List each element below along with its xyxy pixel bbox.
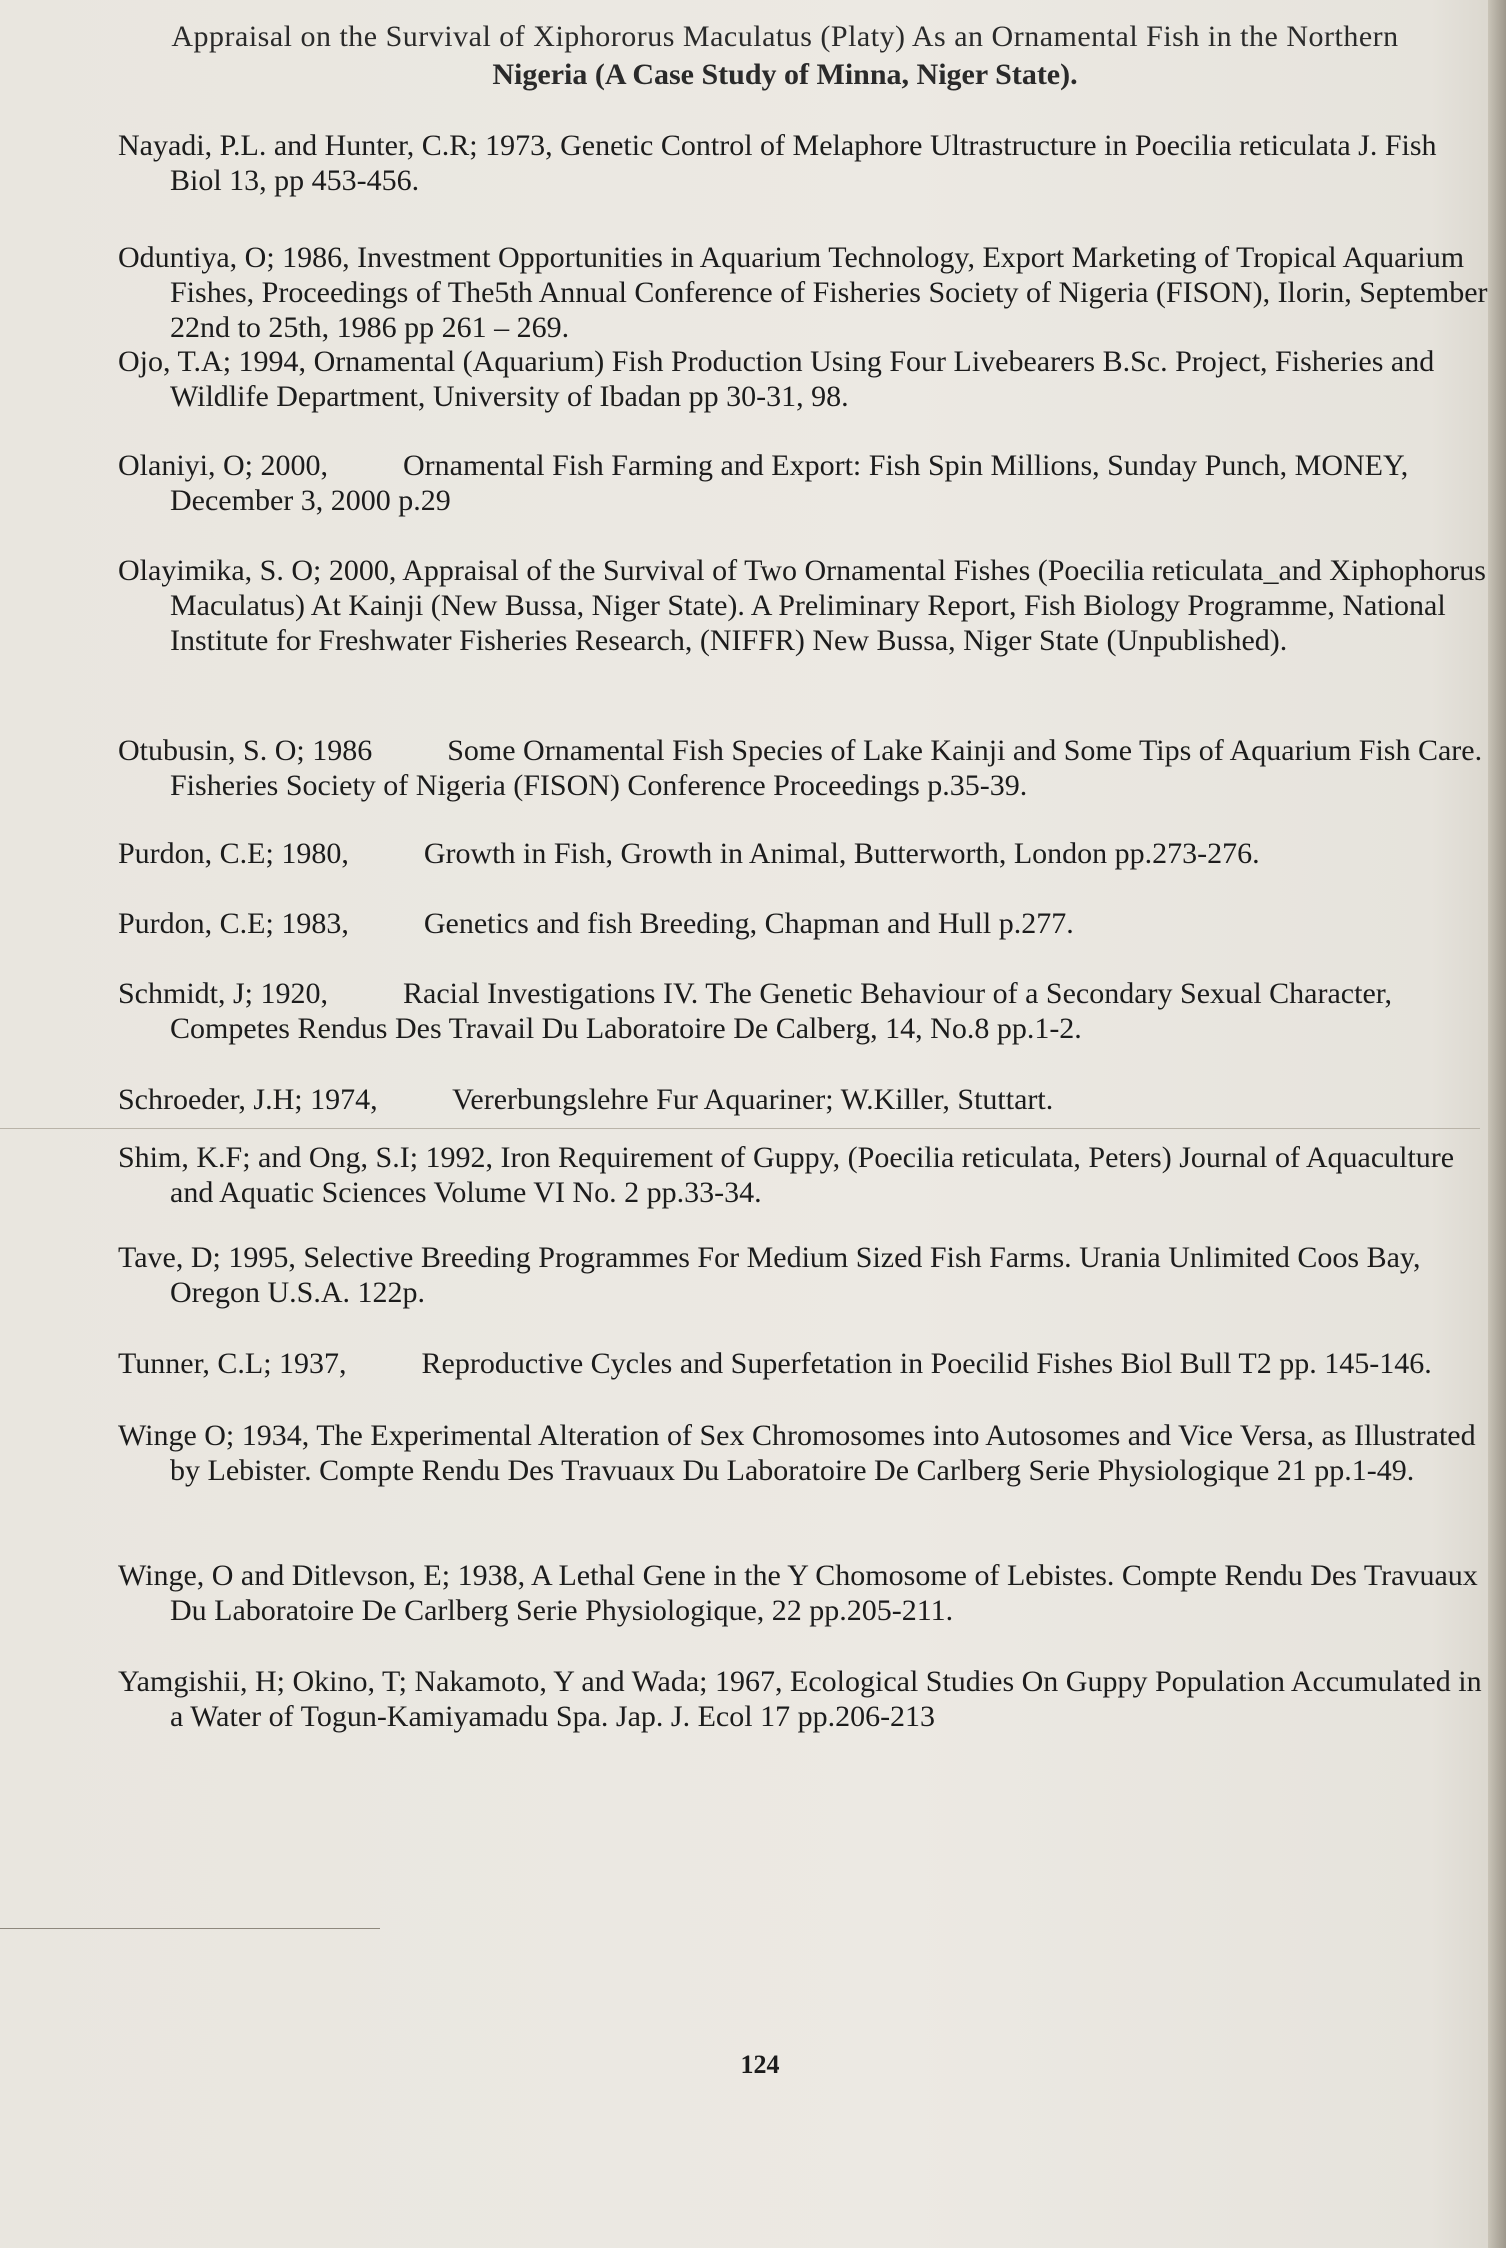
reference-entry [118,553,1490,658]
reference-author-year: Ojo, T.A; 1994, [118,345,307,378]
reference-author-year: Olaniyi, O; 2000, [118,449,328,482]
reference-entry [118,836,1490,871]
reference-entry [118,976,1490,1046]
reference-entry [118,906,1490,941]
header-title-line2: Nigeria (A Case Study of Minna, Niger State). [492,58,1078,91]
reference-entry [118,733,1490,803]
page-number: 124 [740,2050,780,2079]
reference-author-year: Nayadi, P.L. and Hunter, C.R; 1973, [118,129,553,162]
reference-text: Investment Opportunities in Aquarium Technology, Export Marketing of Tropical Aquarium Fishes, Proceedings of The5th Annual Conference of Fisheries Society of Nigeria (FISON), Ilorin, September 22nd to 25th, 1986 pp 261 – 269. [170,241,1488,344]
reference-text: The Experimental Alteration of Sex Chromosomes into Autosomes and Vice Versa, as Illustrated by Lebister. Compte Rendu Des Travuaux Du Laboratoire De Carlberg Serie Physiologique 21 pp.1-49. [170,1419,1476,1487]
reference-entry [118,1418,1490,1488]
book-spine-shadow [1488,0,1506,2248]
reference-author-year: Tave, D; 1995, [118,1241,296,1274]
reference-entry [118,1240,1490,1310]
reference-entry [118,1140,1490,1210]
reference-text: Reproductive Cycles and Superfetation in Poecilid Fishes Biol Bull T2 pp. 145-146. [421,1347,1432,1380]
reference-author-year: Olayimika, S. O; 2000, [118,554,397,587]
reference-author-year: Schmidt, J; 1920, [118,977,329,1010]
reference-text: Appraisal of the Survival of Two Ornamental Fishes (Poecilia reticulata_and Xiphophorus Maculatus) At Kainji (New Bussa, Niger State). A Preliminary Report, Fish Biology Programme, National Institute for Freshwater Fisheries Research, (NIFFR) New Bussa, Niger State (Unpublished). [170,554,1486,657]
reference-text: Iron Requirement of Guppy, (Poecilia reticulata, Peters) Journal of Aquaculture and Aquatic Sciences Volume VI No. 2 pp.33-34. [170,1141,1455,1209]
reference-author-year: Yamgishii, H; Okino, T; Nakamoto, Y and Wada; 1967, [118,1665,783,1698]
header-title-line1: Appraisal on the Survival of Xiphororus Maculatus (Platy) As an Ornamental Fish in the Northern [171,20,1399,53]
reference-text: Ornamental Fish Farming and Export: Fish Spin Millions, Sunday Punch, MONEY, December 3, 2000 p.29 [170,449,1409,517]
reference-text: Some Ornamental Fish Species of Lake Kainji and Some Tips of Aquarium Fish Care. Fisheries Society of Nigeria (FISON) Conference Proceedings p.35-39. [170,734,1483,802]
running-header [140,18,1430,94]
reference-entry [118,128,1490,198]
reference-text: Genetics and fish Breeding, Chapman and Hull p.277. [423,907,1074,940]
reference-text: A Lethal Gene in the Y Chomosome of Lebistes. Compte Rendu Des Travuaux Du Laboratoire De Carlberg Serie Physiologique, 22 pp.205-211. [170,1559,1478,1627]
scan-fold-line [0,1128,1480,1129]
reference-author-year: Shim, K.F; and Ong, S.I; 1992, [118,1141,494,1174]
reference-text: Ecological Studies On Guppy Population Accumulated in a Water of Togun-Kamiyamadu Spa. Jap. J. Ecol 17 pp.206-213 [170,1665,1482,1733]
reference-text: Selective Breeding Programmes For Medium Sized Fish Farms. Urania Unlimited Coos Bay, Oregon U.S.A. 122p. [170,1241,1421,1309]
reference-entry [118,344,1490,414]
reference-text: Vererbungslehre Fur Aquariner; W.Killer, Stuttart. [452,1083,1054,1116]
reference-entry [118,448,1490,518]
reference-author-year: Winge, O and Ditlevson, E; 1938, [118,1559,526,1592]
reference-entry [118,1558,1490,1628]
reference-author-year: Schroeder, J.H; 1974, [118,1083,378,1116]
reference-entry [118,1664,1490,1734]
reference-entry [118,240,1490,345]
reference-author-year: Winge O; 1934, [118,1419,310,1452]
reference-author-year: Otubusin, S. O; 1986 [118,734,373,767]
reference-entry [118,1346,1490,1381]
reference-author-year: Tunner, C.L; 1937, [118,1347,347,1380]
reference-text: Racial Investigations IV. The Genetic Behaviour of a Secondary Sexual Character, Competes Rendus Des Travail Du Laboratoire De Calberg, 14, No.8 pp.1-2. [170,977,1393,1045]
footnote-rule [0,1928,380,1929]
reference-text: Growth in Fish, Growth in Animal, Butterworth, London pp.273-276. [423,837,1260,870]
reference-entry [118,1082,1490,1117]
reference-author-year: Oduntiya, O; 1986, [118,241,350,274]
reference-text: Ornamental (Aquarium) Fish Production Using Four Livebearers B.Sc. Project, Fisheries and Wildlife Department, University of Ibadan pp 30-31, 98. [170,345,1435,413]
reference-author-year: Purdon, C.E; 1983, [118,907,349,940]
reference-text: Genetic Control of Melaphore Ultrastructure in Poecilia reticulata J. Fish Biol 13, pp 453-456. [170,129,1437,197]
reference-author-year: Purdon, C.E; 1980, [118,837,349,870]
